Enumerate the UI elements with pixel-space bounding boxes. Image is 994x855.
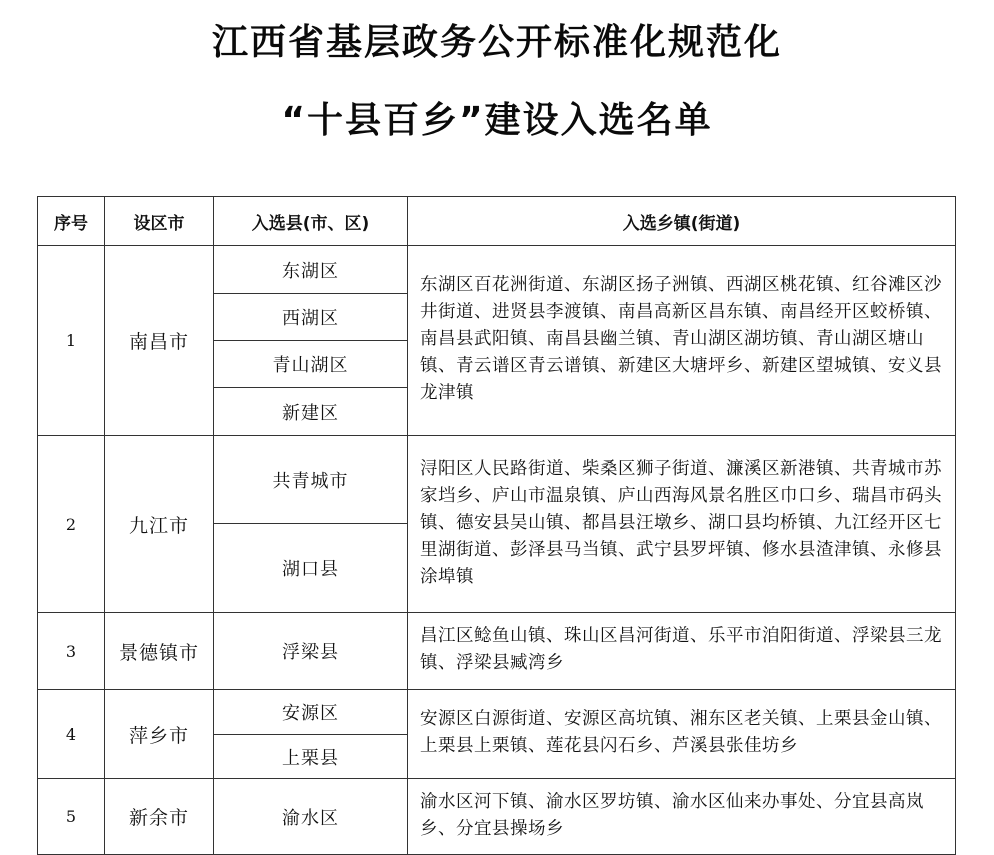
county-cell: 东湖区 <box>214 246 408 294</box>
header-city: 设区市 <box>105 197 214 246</box>
table-header-row <box>38 197 956 246</box>
header-county: 入选县(市、区) <box>214 197 408 246</box>
header-towns: 入选乡镇(街道) <box>408 197 956 246</box>
towns-cell: 安源区白源街道、安源区高坑镇、湘东区老关镇、上栗县金山镇、上栗县上栗镇、莲花县闪石乡、芦溪县张佳坊乡 <box>408 690 956 779</box>
table-row <box>38 246 956 294</box>
towns-cell: 浔阳区人民路街道、柴桑区狮子街道、濂溪区新港镇、共青城市苏家垱乡、庐山市温泉镇、庐山西海风景名胜区巾口乡、瑞昌市码头镇、德安县吴山镇、都昌县汪墩乡、湖口县均桥镇、九江经开区七里湖街道、彭泽县马当镇、武宁县罗坪镇、修水县渣津镇、永修县涂埠镇 <box>408 436 956 613</box>
county-cell: 西湖区 <box>214 294 408 341</box>
document-title-line1: 江西省基层政务公开标准化规范化 <box>211 22 782 63</box>
towns-cell: 昌江区鲶鱼山镇、珠山区昌河街道、乐平市洎阳街道、浮梁县三龙镇、浮梁县臧湾乡 <box>408 613 956 690</box>
row-number: 4 <box>38 690 105 779</box>
row-number: 3 <box>38 613 105 690</box>
table-row <box>38 613 956 690</box>
towns-cell: 东湖区百花洲街道、东湖区扬子洲镇、西湖区桃花镇、红谷滩区沙井街道、进贤县李渡镇、南昌高新区昌东镇、南昌经开区蛟桥镇、南昌县武阳镇、南昌县幽兰镇、青山湖区湖坊镇、青山湖区塘山镇、青云谱区青云谱镇、新建区大塘坪乡、新建区望城镇、安义县龙津镇 <box>408 246 956 436</box>
county-cell: 上栗县 <box>214 735 408 779</box>
county-cell: 浮梁县 <box>214 613 408 690</box>
table-row <box>38 436 956 524</box>
county-cell: 安源区 <box>214 690 408 735</box>
header-number: 序号 <box>38 197 105 246</box>
row-number: 1 <box>38 246 105 436</box>
county-cell: 湖口县 <box>214 524 408 613</box>
city-cell: 萍乡市 <box>105 690 214 779</box>
table-row <box>38 779 956 855</box>
city-cell: 南昌市 <box>105 246 214 436</box>
document-title-line2: “十县百乡”建设入选名单 <box>281 100 713 141</box>
county-cell: 青山湖区 <box>214 341 408 388</box>
towns-cell: 渝水区河下镇、渝水区罗坊镇、渝水区仙来办事处、分宜县高岚乡、分宜县操场乡 <box>408 779 956 855</box>
city-cell: 景德镇市 <box>105 613 214 690</box>
row-number: 2 <box>38 436 105 613</box>
city-cell: 九江市 <box>105 436 214 613</box>
city-cell: 新余市 <box>105 779 214 855</box>
selection-list-table <box>37 196 956 855</box>
county-cell: 渝水区 <box>214 779 408 855</box>
table-row <box>38 690 956 735</box>
county-cell: 共青城市 <box>214 436 408 524</box>
county-cell: 新建区 <box>214 388 408 436</box>
row-number: 5 <box>38 779 105 855</box>
